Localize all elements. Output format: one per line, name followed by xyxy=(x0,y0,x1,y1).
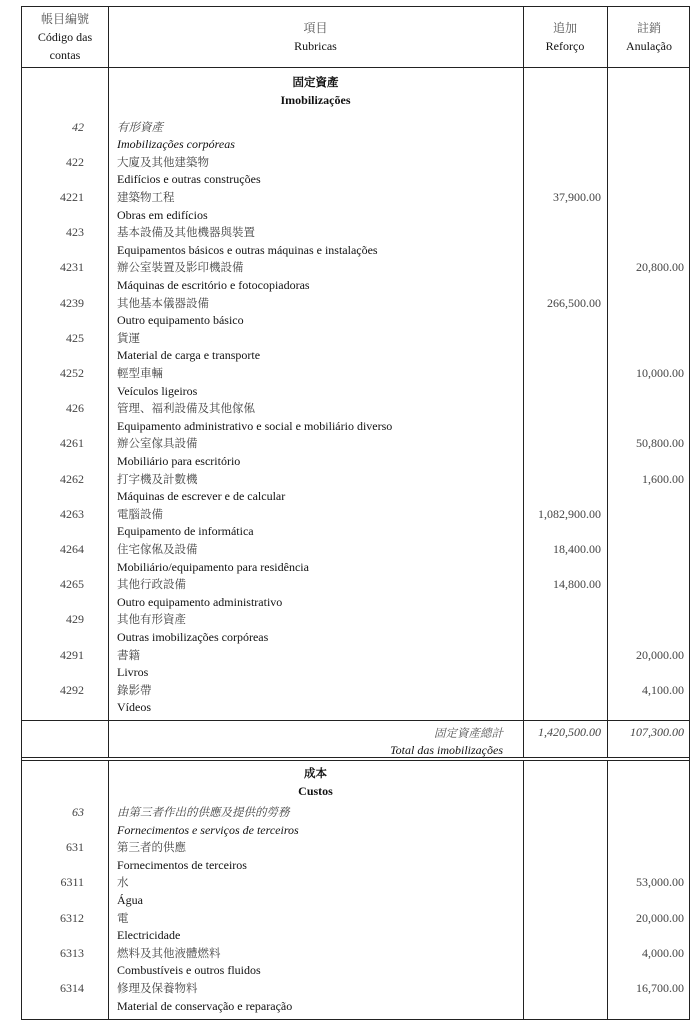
rubric-pt: Vídeos xyxy=(117,700,151,715)
rubric-pt: Outro equipamento administrativo xyxy=(117,594,283,609)
header-reforco xyxy=(523,7,607,67)
table-row-pt xyxy=(22,927,691,945)
anulacao-value: 20,800.00 xyxy=(636,260,684,275)
account-code: 4239 xyxy=(60,295,84,310)
header-rubricas-zh: 項目 xyxy=(303,21,328,35)
table-row-pt xyxy=(22,594,691,612)
header-code xyxy=(22,7,108,67)
rubric-pt: Electricidade xyxy=(117,928,181,943)
table-row xyxy=(22,154,691,172)
account-code: 4264 xyxy=(60,541,84,556)
rubric-zh: 修理及保養物料 xyxy=(117,981,198,995)
account-code: 4231 xyxy=(60,260,84,275)
total-label-pt: Total das imobilizações xyxy=(390,743,503,757)
table-row xyxy=(22,435,691,453)
account-code: 4262 xyxy=(60,471,84,486)
rubric-pt: Mobiliário/equipamento para residência xyxy=(117,559,309,574)
rubric-zh: 辦公室裝置及影印機設備 xyxy=(117,260,244,275)
table-row-pt xyxy=(22,962,691,980)
table-row xyxy=(22,647,691,665)
table-row xyxy=(22,804,691,822)
header-anulacao-zh: 註銷 xyxy=(636,21,661,35)
anulacao-value: 53,000.00 xyxy=(636,875,684,890)
rubric-pt: Combustíveis e outros fluidos xyxy=(117,963,261,978)
table-row xyxy=(22,365,691,383)
header-anulacao-pt: Anulação xyxy=(626,39,672,53)
rubric-pt: Outro equipamento básico xyxy=(117,313,244,328)
section-title xyxy=(108,764,523,800)
table-row-pt xyxy=(22,418,691,436)
rubric-zh: 其他有形資產 xyxy=(117,612,186,627)
rubric-zh: 建築物工程 xyxy=(117,189,175,204)
rubric-pt: Máquinas de escrever e de calcular xyxy=(117,489,286,504)
account-code: 4291 xyxy=(60,647,84,662)
table-row xyxy=(22,910,691,928)
total-anulacao: 107,300.00 xyxy=(630,725,684,739)
header-code-pt1: Código das xyxy=(37,30,93,44)
rubric-zh: 電 xyxy=(117,910,129,925)
table-row-pt xyxy=(22,312,691,330)
anulacao-value: 50,800.00 xyxy=(636,436,684,451)
rubric-pt: Edifícios e outras construções xyxy=(117,172,261,187)
rubric-zh: 打字機及計數機 xyxy=(117,471,198,486)
table-row-pt xyxy=(22,277,691,295)
section-rule xyxy=(22,760,689,761)
rubric-pt: Máquinas de escritório e fotocopiadoras xyxy=(117,277,310,292)
table-row-pt xyxy=(22,699,691,717)
account-code: 4261 xyxy=(60,436,84,451)
reforco-value: 1,082,900.00 xyxy=(538,506,601,521)
table-row xyxy=(22,189,691,207)
table-row xyxy=(22,682,691,700)
table-row-pt xyxy=(22,347,691,365)
account-code: 63 xyxy=(72,805,84,819)
table-row-pt xyxy=(22,242,691,260)
account-code: 4252 xyxy=(60,365,84,380)
table-row xyxy=(22,224,691,242)
rubric-pt: Fornecimentos e serviços de terceiros xyxy=(117,822,299,837)
rubric-zh: 由第三者作出的供應及提供的勞務 xyxy=(117,805,290,819)
table-row-pt xyxy=(22,629,691,647)
anulacao-value: 16,700.00 xyxy=(636,981,684,995)
reforco-value: 37,900.00 xyxy=(553,189,601,204)
reforco-value: 266,500.00 xyxy=(547,295,601,310)
rubric-pt: Equipamento administrativo e social e mobiliário diverso xyxy=(117,418,393,433)
table-row xyxy=(22,400,691,418)
section-title-pt: Imobilizações xyxy=(280,93,351,107)
account-code: 6314 xyxy=(60,981,84,995)
rubric-zh: 其他基本儀器設備 xyxy=(117,295,209,310)
table-row-pt xyxy=(22,523,691,541)
rubric-zh: 住宅傢俬及設備 xyxy=(117,541,198,556)
rubric-zh: 燃料及其他液體燃料 xyxy=(117,945,221,960)
account-code: 6311 xyxy=(60,875,84,890)
header-code-zh: 帳目編號 xyxy=(40,12,89,26)
table-row-pt xyxy=(22,559,691,577)
table-row xyxy=(22,980,691,998)
section-title-pt: Custos xyxy=(298,784,333,798)
rubric-pt: Outras imobilizações corpóreas xyxy=(117,629,269,644)
table-row-pt xyxy=(22,892,691,910)
rubric-zh: 基本設備及其他機器與裝置 xyxy=(117,225,255,240)
header-reforco-zh: 追加 xyxy=(552,21,577,35)
section-title xyxy=(108,73,523,109)
account-code: 425 xyxy=(66,330,84,345)
table-row-pt xyxy=(22,383,691,401)
table-row-pt xyxy=(22,664,691,682)
account-code: 422 xyxy=(66,154,84,169)
table-row xyxy=(22,576,691,594)
anulacao-value: 4,000.00 xyxy=(642,945,684,960)
rubric-zh: 水 xyxy=(117,875,129,890)
table-row-pt xyxy=(22,136,691,154)
table-row xyxy=(22,839,691,857)
table-row xyxy=(22,119,691,137)
reforco-value: 14,800.00 xyxy=(553,577,601,592)
account-code: 6312 xyxy=(60,910,84,925)
section-title-zh: 成本 xyxy=(304,766,327,780)
account-code: 423 xyxy=(66,225,84,240)
account-code: 426 xyxy=(66,401,84,416)
rubric-pt: Equipamento de informática xyxy=(117,524,254,539)
account-code: 631 xyxy=(66,840,84,855)
budget-table xyxy=(21,6,690,1020)
rubric-pt: Material de conservação e reparação xyxy=(117,998,293,1013)
account-code: 6313 xyxy=(60,945,84,960)
header-rubricas-pt: Rubricas xyxy=(294,39,337,53)
rubric-pt: Fornecimentos de terceiros xyxy=(117,857,247,872)
rubric-zh: 管理、福利設備及其他傢俬 xyxy=(117,401,255,416)
rubric-zh: 錄影帶 xyxy=(117,682,152,697)
rubric-pt: Livros xyxy=(117,665,149,680)
header-rule xyxy=(22,67,689,68)
header-rubricas xyxy=(108,7,523,67)
rubric-pt: Imobilizações corpóreas xyxy=(117,137,235,152)
table-row xyxy=(22,874,691,892)
table-row xyxy=(22,330,691,348)
account-code: 4263 xyxy=(60,506,84,521)
rubric-zh: 第三者的供應 xyxy=(117,840,186,855)
total-label-zh: 固定資產總計 xyxy=(434,726,503,740)
table-row-pt xyxy=(22,822,691,840)
rubric-pt: Equipamentos básicos e outras máquinas e instalações xyxy=(117,242,378,257)
section-title-zh: 固定資產 xyxy=(292,75,339,89)
table-row-pt xyxy=(22,171,691,189)
table-row xyxy=(22,945,691,963)
rubric-pt: Veículos ligeiros xyxy=(117,383,198,398)
anulacao-value: 20,000.00 xyxy=(636,910,684,925)
table-row xyxy=(22,295,691,313)
total-reforco: 1,420,500.00 xyxy=(538,725,601,739)
rubric-pt: Mobiliário para escritório xyxy=(117,453,241,468)
table-row xyxy=(22,611,691,629)
anulacao-value: 20,000.00 xyxy=(636,647,684,662)
table-row xyxy=(22,259,691,277)
anulacao-value: 4,100.00 xyxy=(642,682,684,697)
reforco-value: 18,400.00 xyxy=(553,541,601,556)
table-row-pt xyxy=(22,207,691,225)
table-row-pt xyxy=(22,857,691,875)
rubric-zh: 大廈及其他建築物 xyxy=(117,154,209,169)
rubric-zh: 書籍 xyxy=(117,647,140,662)
table-row xyxy=(22,541,691,559)
header-code-pt2: contas xyxy=(49,48,81,62)
account-code: 4265 xyxy=(60,577,84,592)
rubric-zh: 貨運 xyxy=(117,330,140,345)
table-row-pt xyxy=(22,488,691,506)
header-reforco-pt: Reforço xyxy=(545,39,585,53)
rubric-pt: Material de carga e transporte xyxy=(117,348,261,363)
account-code: 4221 xyxy=(60,189,84,204)
anulacao-value: 1,600.00 xyxy=(642,471,684,486)
rubric-zh: 有形資產 xyxy=(117,119,163,134)
table-row xyxy=(22,506,691,524)
account-code: 4292 xyxy=(60,682,84,697)
account-code: 42 xyxy=(72,119,84,134)
account-code: 429 xyxy=(66,612,84,627)
table-row-pt xyxy=(22,998,691,1016)
rubric-zh: 輕型車輛 xyxy=(117,365,163,380)
anulacao-value: 10,000.00 xyxy=(636,365,684,380)
rubric-pt: Água xyxy=(117,893,143,907)
header-anulacao xyxy=(607,7,691,67)
rubric-zh: 其他行政設備 xyxy=(117,577,186,592)
table-row-pt xyxy=(22,453,691,471)
rubric-zh: 辦公室傢具設備 xyxy=(117,436,198,451)
total-rule-top xyxy=(22,720,689,721)
rubric-zh: 電腦設備 xyxy=(117,506,163,521)
rubric-pt: Obras em edifícios xyxy=(117,207,208,222)
table-row xyxy=(22,471,691,489)
